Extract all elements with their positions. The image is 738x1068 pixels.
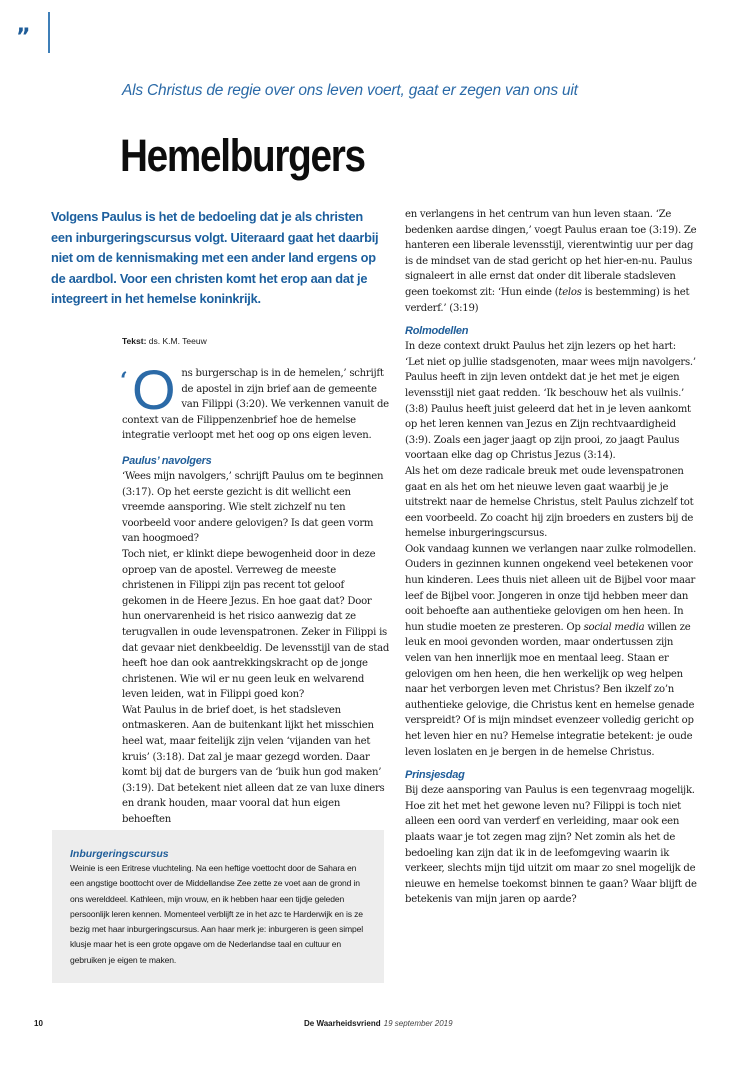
sidebar-text: Weinie is een Eritrese vluchteling. Na een heftige voettocht door de Sahara en een angstige boottocht over de Middellandse Zee zette ze voet aan de grond in ons werelddeel. Kathleen, mijn vrouw, en ik hebben haar een tijdje geleden persoonlijk leren kennen. Momenteel verblijft ze in het azc te Harderwijk en is ze bezig met haar inburgeringscursus. Aan haar merk je: inburgeren is geen simpel klusje maar het is een grote opgave om de Nederlandse taal en cultuur en gebruiken je eigen te maken.: [70, 863, 364, 965]
opening-paragraph: [120, 358, 390, 444]
paragraph: Als het om deze radicale breuk met oude levenspatronen gaat en als het om het nieuwe leven gaat waarbij je je uitstrekt naar de hemelse Christus, stelt Paulus zichzelf tot een voorbeeld. Zo coacht hij zijn broeders en zusters bij de hemelse inburgeringscursus.: [405, 465, 694, 540]
paragraph: ‘Wees mijn navolgers,’ schrijft Paulus om te beginnen (3:17). Op het eerste gezicht is dit wellicht een vreemde aansporing. Wie stelt zichzelf nu ten voorbeeld voor andere gelovigen? Is dat geen vorm van hoogmoed?: [122, 470, 384, 545]
sidebar-box: [52, 830, 384, 983]
section-heading: Rolmodellen: [405, 325, 469, 338]
publication-name: De Waarheidsvriend: [304, 1019, 381, 1028]
sidebar-title: Inburgeringscursus: [70, 848, 169, 860]
kicker: Als Christus de regie over ons leven voert, gaat er zegen van ons uit: [122, 82, 578, 99]
section-heading: Paulus’ navolgers: [122, 454, 212, 467]
byline-label: Tekst:: [122, 336, 147, 346]
paragraph: Toch niet, er klinkt diepe bewogenheid door in deze oproep van de apostel. Verreweg de meeste christenen in Filippi zijn pas recent tot geloof gekomen in de Heere Jezus. En hoe gaat dat? Door hun onervarenheid is het risico aanwezig dat ze terugvallen in oude levenspatronen. Zeker in Filippi is dat gevaar niet denkbeeldig. De levensstijl van de stad heeft hoe dan ook aantrekkingskracht op de jonge christenen. Wie wil er nu geen leuk en welvarend leven leiden, wat in Filippi goed kon?: [122, 548, 390, 701]
page-title: Hemelburgers: [120, 130, 365, 181]
page-number: 10: [34, 1019, 43, 1028]
article-column-left: [120, 358, 390, 828]
opening-text: ns burgerschap is in de hemelen,’ schrijft de apostel in zijn brief aan de gemeente van Filippi (3:20). We verkennen vanuit de context van de Filippenzenbrief hoe de hemelse integratie verloopt met het oog op ons eigen leven.: [122, 368, 389, 442]
section-heading: Prinsjesdag: [405, 769, 465, 782]
paragraph: In deze context drukt Paulus het zijn lezers op het hart: ‘Let niet op jullie stadsgenoten, maar wees mijn navolgers.’ Paulus heeft in zijn leven ontdekt dat je het met je eigen levensstijl niet gaat redden. ‘Ik beschouw het als vuilnis.’ (3:8) Paulus heeft juist geleerd dat het in je leven aankomt op het leren kennen van Jezus en Zijn rechtvaardigheid (3:9). Zoals een jager jaagt op zijn prooi, zo jaagt Paulus voortaan elke dag op Christus Jezus (3:14).: [405, 341, 696, 462]
text-span: Ook vandaag kunnen we verlangen naar zulke rolmodellen. Ouders in gezinnen kunnen ongekend veel betekenen voor hun kinderen. Lees thuis niet alleen uit de Bijbel voor maar leef de Bijbel voor. Jongeren in onze tijd hebben meer dan ooit behoefte aan authentieke gelovigen om hen heen. In hun studie moeten ze presteren. Op: [405, 543, 697, 633]
dropcap-quote-icon: ‘: [120, 368, 128, 394]
byline: [122, 336, 207, 346]
publication-date: 19 september 2019: [383, 1019, 453, 1028]
paragraph: [405, 542, 697, 760]
quote-icon: ”: [16, 25, 31, 50]
dropcap-letter: O: [132, 358, 176, 421]
byline-author: ds. K.M. Teeuw: [148, 336, 207, 346]
italic-term: social media: [583, 621, 645, 633]
italic-term: telos: [558, 286, 582, 298]
text-span: en verlangens in het centrum van hun leven staan. ‘Ze bedenken aardse dingen,’ voegt Paulus eraan toe (3:19). Ze hanteren een liberale levensstijl, vierentwintig uur per dag is de mindset van de stad gericht op het hier-en-nu. Paulus signaleert in alle ernst dat onder dit liberale stadsleven geen toekomst zit: ‘Hun einde (: [405, 209, 697, 298]
paragraph: Bij deze aansporing van Paulus is een tegenvraag mogelijk. Hoe zit het met het gewone leven nu? Filippi is toch niet alleen een oord van verderf en verleiding, maar ook een plaats waar je tot zegen mag zijn? Net zomin als het de bedoeling kan zijn dat ik in de leefomgeving waarin ik verkeer, slechts mijn tijd uitzit om maar zo snel mogelijk de nieuwe en hemelse toekomst binnen te gaan? Waar blijft de betekenis van mijn jaren op aarde?: [405, 785, 697, 906]
paragraph-continuation: [405, 207, 697, 316]
section-divider: [48, 12, 50, 53]
text-span: is bestemming) is het verderf.’ (3:19): [405, 286, 690, 314]
text-span: willen ze leuk en mooi gevonden worden, maar ondertussen zijn velen van hen innerlijk moe en mentaal leeg. Staan er gelovigen om hen heen, die hen werkelijk op weg helpen naar het verborgen leven met Christus? Ben ikzelf zo’n authentieke gelovige, die Christus kent en hemelse genade verspreidt? Of is mijn mindset evenzeer volledig gericht op het leven hier en nu? Hemelse integratie betekent: je oude leven loslaten en je bergen in de hemelse Christus.: [405, 621, 695, 758]
dropcap: [120, 358, 176, 421]
article-column-right: [405, 207, 697, 908]
footer-publication: [304, 1019, 453, 1028]
intro-lead: Volgens Paulus is het de bedoeling dat je als christen een inburgeringscursus volgt. Uiteraard gaat het daarbij niet om de kennismaking met een ander land ergens op de aardbol. Voor een christen komt het erop aan dat je integreert in het hemelse koninkrijk.: [51, 209, 379, 306]
paragraph: Wat Paulus in de brief doet, is het stadsleven ontmaskeren. Aan de buitenkant lijkt het misschien heel wat, maar feitelijk zijn velen ‘vijanden van het kruis’ (3:18). Dat zal je maar gezegd worden. Daar komt bij dat de burgers van de ‘buik hun god maken’ (3:19). Dat betekent niet alleen dat ze van luxe diners en drank houden, maar vooral dat hun eigen behoeften: [122, 704, 385, 826]
